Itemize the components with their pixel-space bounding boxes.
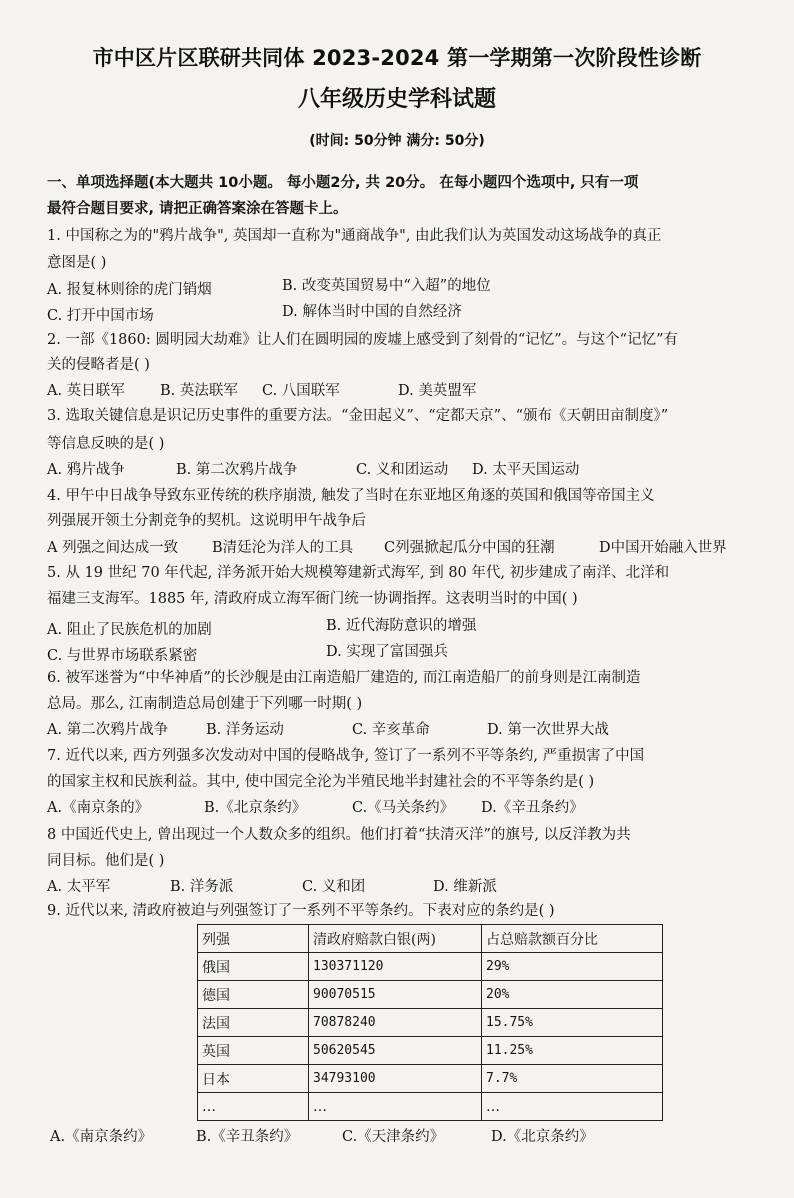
section-instructions: 一、单项选择题(本大题共 10小题。 每小题2分, 共 20分。 在每小题四个选项中, 只有一项	[47, 175, 639, 191]
q4-stem: 4. 甲午中日战争导致东亚传统的秩序崩溃, 触发了当时在东亚地区角逐的英国和俄国等帝国主义	[47, 488, 655, 504]
q1-option-d: D. 解体当时中国的自然经济	[282, 304, 462, 320]
exam-title: 市中区片区联研共同体 2023-2024 第一学期第一次阶段性诊断	[92, 46, 702, 70]
section-instructions-cont: 最符合题目要求, 请把正确答案涂在答题卡上。	[47, 201, 348, 217]
q9-option-a: A.《南京条约》	[50, 1129, 153, 1145]
q4-stem-cont: 列强展开领土分割竞争的契机。这说明甲午战争后	[47, 513, 366, 529]
table-header: 清政府赔款白银(两)	[309, 925, 482, 953]
q3-option-d: D. 太平天国运动	[472, 462, 580, 478]
q7-option-c: C.《马关条约》	[352, 800, 455, 816]
q5-option-d: D. 实现了富国强兵	[326, 644, 448, 660]
table-cell: 20%	[482, 981, 663, 1009]
q2-option-b: B. 英法联军	[160, 383, 238, 399]
table-row	[198, 1009, 663, 1037]
q9-stem: 9. 近代以来, 清政府被迫与列强签订了一系列不平等条约。下表对应的条约是( )	[47, 903, 555, 919]
table-cell: 15.75%	[482, 1009, 663, 1037]
q7-stem: 7. 近代以来, 西方列强多次发动对中国的侵略战争, 签订了一系列不平等条约, 严重损害了中国	[47, 748, 645, 764]
q2-option-c: C. 八国联军	[262, 383, 340, 399]
table-header-row	[198, 925, 663, 953]
table-row	[198, 981, 663, 1009]
q8-stem-cont: 同目标。他们是( )	[47, 853, 165, 869]
q7-option-d: D.《辛丑条约》	[481, 800, 584, 816]
q8-option-d: D. 维新派	[433, 879, 497, 895]
table-cell: 90070515	[309, 981, 482, 1009]
q3-option-b: B. 第二次鸦片战争	[176, 462, 298, 478]
q6-stem-cont: 总局。那么, 江南制造总局创建于下列哪一时期( )	[47, 696, 363, 712]
table-cell: 11.25%	[482, 1037, 663, 1065]
q1-option-b: B. 改变英国贸易中“入超”的地位	[282, 278, 491, 294]
q3-option-c: C. 义和团运动	[356, 462, 449, 478]
q2-option-a: A. 英日联军	[47, 383, 125, 399]
table-cell: …	[309, 1093, 482, 1121]
table-header: 占总赔款额百分比	[482, 925, 663, 953]
q6-stem: 6. 被军迷誉为“中华神盾”的长沙舰是由江南造船厂建造的, 而江南造船厂的前身则是江南制造	[47, 670, 641, 686]
table-cell: 130371120	[309, 953, 482, 981]
table-cell: 德国	[198, 981, 309, 1009]
table-row	[198, 1093, 663, 1121]
table-cell: 29%	[482, 953, 663, 981]
q9-option-b: B.《辛丑条约》	[196, 1129, 299, 1145]
q7-option-a: A.《南京条的》	[47, 800, 150, 816]
q2-stem-cont: 关的侵略者是( )	[47, 357, 150, 373]
q1-option-a: A. 报复林则徐的虎门销烟	[47, 282, 212, 298]
table-cell: …	[482, 1093, 663, 1121]
q4-option-d: D中国开始融入世界	[599, 540, 727, 556]
q5-stem-cont: 福建三支海军。1885 年, 清政府成立海军衙门统一协调指挥。这表明当时的中国( )	[47, 591, 578, 607]
table-cell: 70878240	[309, 1009, 482, 1037]
q6-option-c: C. 辛亥革命	[352, 722, 430, 738]
q5-option-a: A. 阻止了民族危机的加剧	[47, 622, 212, 638]
q7-option-b: B.《北京条约》	[204, 800, 307, 816]
table-cell: 7.7%	[482, 1065, 663, 1093]
q8-option-a: A. 太平军	[47, 879, 111, 895]
exam-meta: (时间: 50分钟 满分: 50分)	[309, 133, 485, 149]
table-row	[198, 1065, 663, 1093]
q1-stem-cont: 意图是( )	[47, 255, 107, 271]
exam-subtitle: 八年级历史学科试题	[297, 87, 496, 112]
table-cell: 日本	[198, 1065, 309, 1093]
q4-option-b: B清廷沦为洋人的工具	[212, 540, 354, 556]
q4-option-a: A 列强之间达成一致	[47, 540, 179, 556]
q8-option-c: C. 义和团	[302, 879, 366, 895]
table-cell: …	[198, 1093, 309, 1121]
table-header: 列强	[198, 925, 309, 953]
q3-stem-cont: 等信息反映的是( )	[47, 436, 165, 452]
q1-stem: 1. 中国称之为的"鸦片战争", 英国却一直称为"通商战争", 由此我们认为英国发动这场战争的真正	[47, 228, 662, 244]
table-row	[198, 1037, 663, 1065]
q7-stem-cont: 的国家主权和民族利益。其中, 使中国完全沦为半殖民地半封建社会的不平等条约是( )	[47, 774, 595, 790]
q5-option-c: C. 与世界市场联系紧密	[47, 648, 198, 664]
table-cell: 34793100	[309, 1065, 482, 1093]
q6-option-a: A. 第二次鸦片战争	[47, 722, 169, 738]
q2-option-d: D. 美英盟军	[398, 383, 477, 399]
q5-stem: 5. 从 19 世纪 70 年代起, 洋务派开始大规模筹建新式海军, 到 80 年代, 初步建成了南洋、北洋和	[47, 565, 670, 581]
table-cell: 英国	[198, 1037, 309, 1065]
q1-option-c: C. 打开中国市场	[47, 308, 154, 324]
q6-option-b: B. 洋务运动	[206, 722, 284, 738]
table-cell: 法国	[198, 1009, 309, 1037]
indemnity-table	[197, 924, 663, 1121]
q3-stem: 3. 选取关键信息是识记历史事件的重要方法。“金田起义”、“定都天京”、“颁布《天朝田亩制度》”	[47, 408, 669, 424]
q3-option-a: A. 鸦片战争	[47, 462, 125, 478]
q9-option-d: D.《北京条约》	[491, 1129, 594, 1145]
q6-option-d: D. 第一次世界大战	[487, 722, 609, 738]
q4-option-c: C列强掀起瓜分中国的狂潮	[384, 540, 555, 556]
table-cell: 50620545	[309, 1037, 482, 1065]
q2-stem: 2. 一部《1860: 圆明园大劫难》让人们在圆明园的废墟上感受到了刻骨的“记忆”。与这个“记忆”有	[47, 332, 678, 348]
table-cell: 俄国	[198, 953, 309, 981]
q8-option-b: B. 洋务派	[170, 879, 234, 895]
q9-option-c: C.《天津条约》	[342, 1129, 445, 1145]
q5-option-b: B. 近代海防意识的增强	[326, 618, 477, 634]
table-row	[198, 953, 663, 981]
q8-stem: 8 中国近代史上, 曾出现过一个人数众多的组织。他们打着“扶清灭洋”的旗号, 以反洋教为共	[47, 827, 631, 843]
